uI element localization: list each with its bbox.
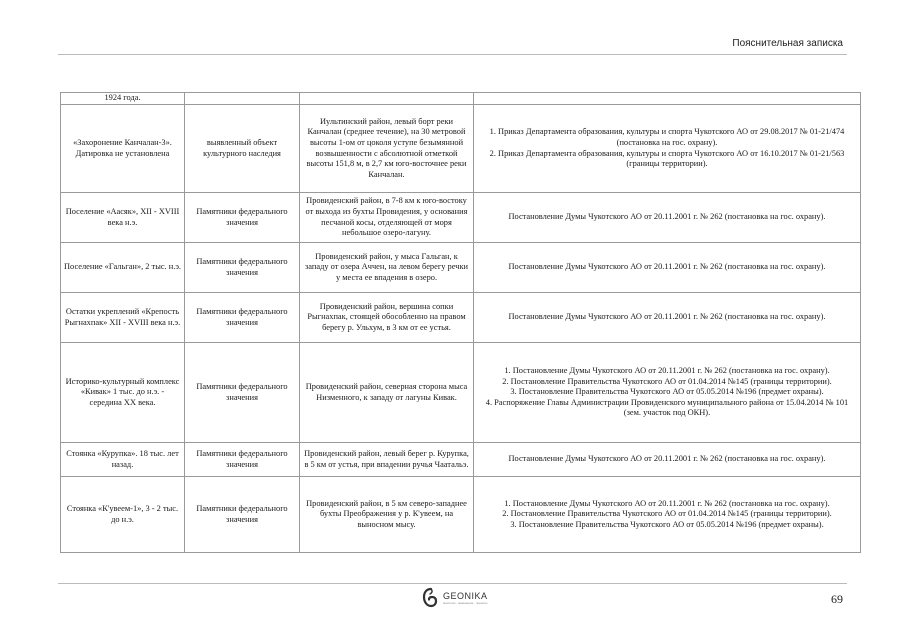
table-row bbox=[61, 443, 861, 477]
table-row bbox=[61, 93, 861, 105]
logo-name: GEONIKA bbox=[443, 590, 488, 601]
object-category-cell bbox=[185, 93, 300, 105]
object-name-cell: Историко-культурный комплекс «Кивак» 1 тыс. до н.э. - середина XX века. bbox=[61, 343, 185, 443]
legal-documents-cell bbox=[474, 243, 861, 293]
legal-document-entry: Постановление Думы Чукотского АО от 20.11.2001 г. № 262 (постановка на гос. охрану). bbox=[508, 212, 826, 222]
object-category-cell: выявленный объект культурного наследия bbox=[185, 105, 300, 193]
heritage-objects-table bbox=[60, 92, 861, 553]
object-location-cell: Провиденский район, левый берег р. Курупка, в 5 км от устья, при впадении ручья Чаатальэ. bbox=[300, 443, 474, 477]
legal-documents-cell bbox=[474, 105, 861, 193]
object-location-cell: Провиденский район, у мыса Гальган, к западу от озера Аччен, на левом берегу речки у места ее впадения в озеро. bbox=[300, 243, 474, 293]
object-location-cell: Провиденский район, в 7-8 км к юго-востоку от выхода из бухты Провидения, у основания песчаной косы, отделяющей от моря небольшое озеро-лагуну. bbox=[300, 193, 474, 243]
object-location-cell: Провиденский район, в 5 км северо-западнее бухты Преображения у р. К'увеем, на выносном мысу. bbox=[300, 477, 474, 553]
legal-documents-cell bbox=[474, 343, 861, 443]
page-number: 69 bbox=[831, 592, 843, 606]
legal-documents-cell bbox=[474, 193, 861, 243]
header-divider bbox=[58, 54, 847, 55]
table-row bbox=[61, 193, 861, 243]
legal-document-entry: 2. Приказ Департамента образования, культуры и спорта Чукотского АО от 16.10.2017 № 01-21/563 (границы территории). bbox=[489, 148, 845, 169]
legal-document-entry: 1. Постановление Думы Чукотского АО от 20.11.2001 г. № 262 (постановка на гос. охрану). bbox=[504, 366, 830, 376]
object-location-cell bbox=[300, 93, 474, 105]
geonika-logo-icon bbox=[422, 587, 440, 609]
legal-document-entry: Постановление Думы Чукотского АО от 20.11.2001 г. № 262 (постановка на гос. охрану). bbox=[508, 454, 826, 464]
object-category-cell: Памятники федерального значения bbox=[185, 343, 300, 443]
object-name-cell: Остатки укреплений «Крепость Рыгнахпак» XII - XVIII века н.э. bbox=[61, 293, 185, 343]
object-category-cell: Памятники федерального значения bbox=[185, 243, 300, 293]
legal-document-entry: 1. Приказ Департамента образования, культуры и спорта Чукотского АО от 29.08.2017 № 01-21/474 (постановка на гос. охрану). bbox=[489, 127, 845, 147]
table-row bbox=[61, 293, 861, 343]
table-row bbox=[61, 105, 861, 193]
table-body bbox=[61, 93, 861, 553]
object-category-cell: Памятники федерального значения bbox=[185, 477, 300, 553]
legal-documents-cell bbox=[474, 477, 861, 553]
legal-document-entry: 2. Постановление Правительства Чукотского АО от 01.04.2014 №145 (границы территории). bbox=[502, 376, 832, 386]
object-name-cell: 1924 года. bbox=[61, 93, 185, 105]
legal-document-entry: 2. Постановление Правительства Чукотского АО от 01.04.2014 №145 (границы территории). bbox=[502, 509, 832, 519]
legal-document-entry: 3. Постановление Правительства Чукотского АО от 05.05.2014 №196 (предмет охраны). bbox=[510, 519, 824, 529]
legal-documents-cell bbox=[474, 293, 861, 343]
document-header-title: Пояснительная записка bbox=[732, 38, 843, 49]
table-row bbox=[61, 243, 861, 293]
object-name-cell: «Захоронение Канчалан-3». Датировка не установлена bbox=[61, 105, 185, 193]
legal-document-entry: 1. Постановление Думы Чукотского АО от 20.11.2001 г. № 262 (постановка на гос. охрану). bbox=[504, 498, 830, 508]
logo-tagline: экология · инженерия · проекты bbox=[443, 600, 488, 605]
object-category-cell: Памятники федерального значения bbox=[185, 193, 300, 243]
object-category-cell: Памятники федерального значения bbox=[185, 293, 300, 343]
object-category-cell: Памятники федерального значения bbox=[185, 443, 300, 477]
object-name-cell: Стоянка «Курупка». 18 тыс. лет назад. bbox=[61, 443, 185, 477]
table-row bbox=[61, 477, 861, 553]
object-name-cell: Стоянка «К'увеем-1», 3 - 2 тыс. до н.э. bbox=[61, 477, 185, 553]
object-location-cell: Провиденский район, северная сторона мыса Низменного, к западу от лагуны Кивак. bbox=[300, 343, 474, 443]
legal-documents-cell bbox=[474, 443, 861, 477]
legal-document-entry: Постановление Думы Чукотского АО от 20.11.2001 г. № 262 (постановка на гос. охрану). bbox=[508, 312, 826, 322]
object-location-cell: Провиденский район, вершина сопки Рыгнахпак, стоящей обособленно на правом берегу р. Ульхум, в 3 км от ее устья. bbox=[300, 293, 474, 343]
legal-document-entry: 3. Постановление Правительства Чукотского АО от 05.05.2014 №196 (предмет охраны). bbox=[510, 387, 824, 397]
legal-documents-cell bbox=[474, 93, 861, 105]
object-name-cell: Поселение «Аасяк», XII - XVIII века н.э. bbox=[61, 193, 185, 243]
legal-document-entry: 4. Распоряжение Главы Администрации Провиденского муниципального района от 15.04.2014 № 101 (зем. участок под ОКН). bbox=[485, 397, 849, 418]
table-row bbox=[61, 343, 861, 443]
footer-divider bbox=[58, 583, 847, 584]
legal-document-entry: Постановление Думы Чукотского АО от 20.11.2001 г. № 262 (постановка на гос. охрану). bbox=[508, 262, 826, 272]
object-name-cell: Поселение «Гальган», 2 тыс. н.э. bbox=[61, 243, 185, 293]
object-location-cell: Иультинский район, левый борт реки Канчалан (среднее течение), на 30 метровой высоты 1-ом от цоколя уступе безымянной возвышенности с абсолютной отметкой высоты 151,8 м, в 2,7 км юго-восточнее реки Канчалан. bbox=[300, 105, 474, 193]
geonika-logo bbox=[422, 587, 488, 609]
